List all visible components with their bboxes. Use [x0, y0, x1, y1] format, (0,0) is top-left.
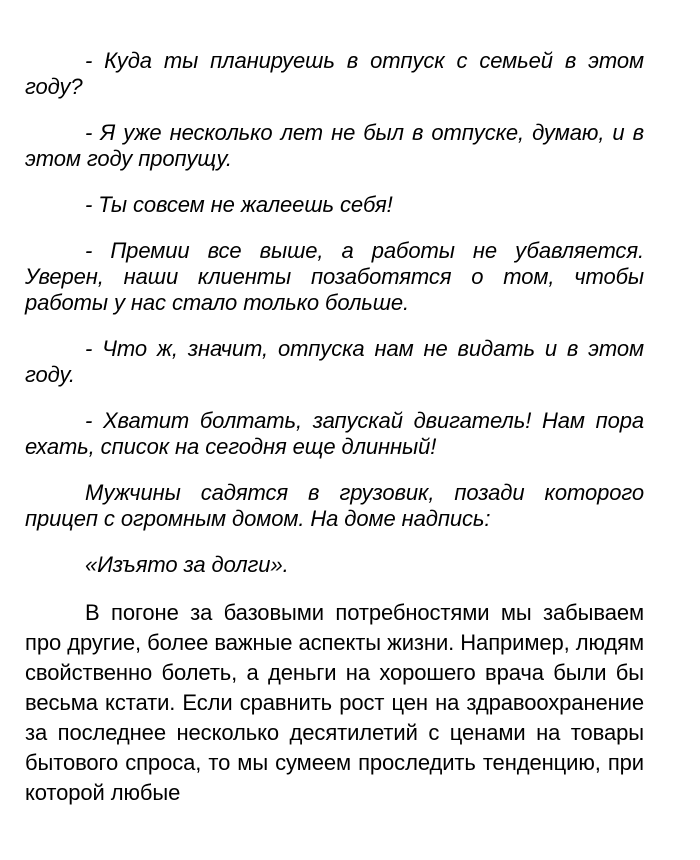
dialogue-paragraph-2: - Я уже несколько лет не был в отпуске, думаю, и в этом году пропущу.: [25, 120, 644, 171]
body-paragraph: В погоне за базовыми потребностями мы забываем про другие, более важные аспекты жизни. Например, людям свойственно болеть, а деньги на хорошего врача были бы весьма кстати. Если сравнить рост цен на здравоохранение за последнее несколько десятилетий с ценами на товары бытового спроса, то мы сумеем проследить тенденцию, при которой любые: [25, 600, 644, 805]
dialogue-paragraph-5: - Что ж, значит, отпуска нам не видать и в этом году.: [25, 336, 644, 387]
dialogue-paragraph-1: - Куда ты планируешь в отпуск с семьей в этом году?: [25, 48, 644, 99]
house-sign-text: «Изъято за долги».: [85, 552, 289, 577]
document-page: [25, 48, 644, 808]
dialogue-paragraph-3: - Ты совсем не жалеешь себя!: [85, 192, 393, 217]
narration-paragraph: Мужчины садятся в грузовик, позади которого прицеп с огромным домом. На доме надпись:: [25, 480, 644, 531]
dialogue-paragraph-4: - Премии все выше, а работы не убавляется. Уверен, наши клиенты позаботятся о том, чтобы работы у нас стало только больше.: [25, 238, 644, 315]
dialogue-paragraph-6: - Хватит болтать, запускай двигатель! Нам пора ехать, список на сегодня еще длинный!: [25, 408, 644, 459]
